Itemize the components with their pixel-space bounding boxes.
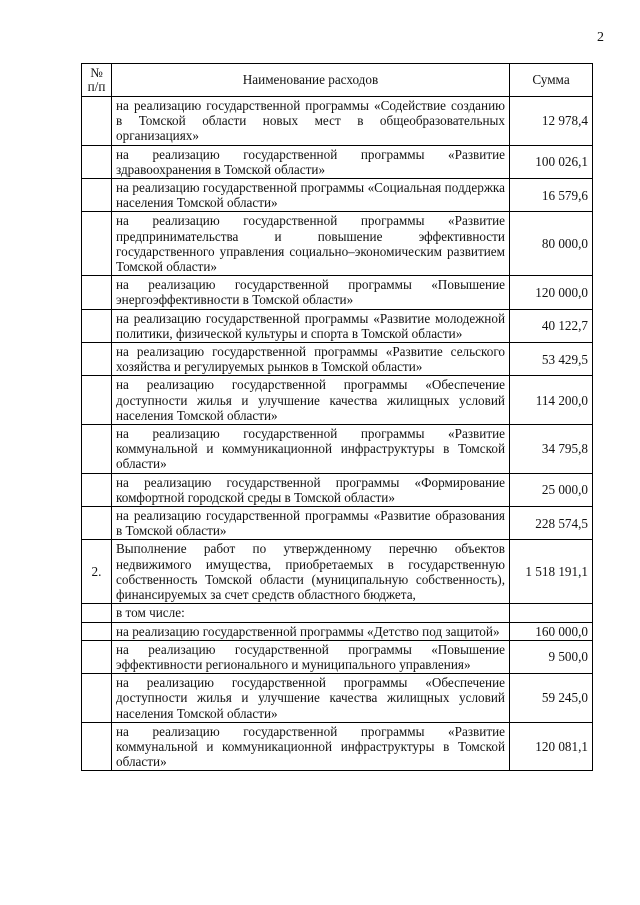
row-number bbox=[82, 309, 112, 342]
row-number bbox=[82, 376, 112, 425]
row-sum: 9 500,0 bbox=[510, 640, 593, 673]
table-header-row bbox=[82, 64, 593, 97]
table-row bbox=[82, 179, 593, 212]
row-number bbox=[82, 722, 112, 771]
row-sum: 59 245,0 bbox=[510, 674, 593, 723]
row-name: на реализацию государственной программы «Повышение эффективности регионального и муниципального управления» bbox=[112, 640, 510, 673]
row-sum: 120 000,0 bbox=[510, 276, 593, 309]
table-row bbox=[82, 540, 593, 604]
table-row bbox=[82, 343, 593, 376]
row-name: на реализацию государственной программы «Развитие коммунальной и коммуникационной инфраструктуры в Томской области» bbox=[112, 722, 510, 771]
row-name: на реализацию государственной программы «Формирование комфортной городской среды в Томской области» bbox=[112, 473, 510, 506]
row-number bbox=[82, 343, 112, 376]
row-number bbox=[82, 425, 112, 474]
table-row bbox=[82, 722, 593, 771]
row-number bbox=[82, 145, 112, 178]
table-row bbox=[82, 622, 593, 640]
row-sum: 114 200,0 bbox=[510, 376, 593, 425]
header-number: № п/п bbox=[82, 64, 112, 97]
row-sum: 53 429,5 bbox=[510, 343, 593, 376]
row-number bbox=[82, 640, 112, 673]
table-row bbox=[82, 604, 593, 622]
row-name: на реализацию государственной программы «Развитие сельского хозяйства и регулируемых рынков в Томской области» bbox=[112, 343, 510, 376]
row-name: на реализацию государственной программы «Обеспечение доступности жилья и улучшение качества жилищных условий населения Томской области» bbox=[112, 376, 510, 425]
row-number bbox=[82, 276, 112, 309]
table-row bbox=[82, 309, 593, 342]
row-name: Выполнение работ по утвержденному перечню объектов недвижимого имущества, приобретаемых в государственную собственность Томской области (муниципальную собственность), финансируемых за счет средств областного бюджета, bbox=[112, 540, 510, 604]
row-sum bbox=[510, 604, 593, 622]
row-name: на реализацию государственной программы «Развитие здравоохранения в Томской области» bbox=[112, 145, 510, 178]
header-name: Наименование расходов bbox=[112, 64, 510, 97]
row-number bbox=[82, 604, 112, 622]
row-number bbox=[82, 212, 112, 276]
table-row bbox=[82, 507, 593, 540]
row-number bbox=[82, 507, 112, 540]
row-number: 2. bbox=[82, 540, 112, 604]
table-row bbox=[82, 473, 593, 506]
row-name: на реализацию государственной программы «Развитие коммунальной и коммуникационной инфраструктуры в Томской области» bbox=[112, 425, 510, 474]
row-sum: 1 518 191,1 bbox=[510, 540, 593, 604]
header-sum: Сумма bbox=[510, 64, 593, 97]
row-number bbox=[82, 179, 112, 212]
expenses-table bbox=[81, 63, 593, 771]
table-row bbox=[82, 276, 593, 309]
row-name: на реализацию государственной программы «Содействие созданию в Томской области новых мест в общеобразовательных организациях» bbox=[112, 97, 510, 146]
row-number bbox=[82, 622, 112, 640]
table-row bbox=[82, 376, 593, 425]
row-sum: 25 000,0 bbox=[510, 473, 593, 506]
row-name: на реализацию государственной программы «Социальная поддержка населения Томской области» bbox=[112, 179, 510, 212]
row-sum: 228 574,5 bbox=[510, 507, 593, 540]
row-sum: 34 795,8 bbox=[510, 425, 593, 474]
row-number bbox=[82, 97, 112, 146]
row-sum: 16 579,6 bbox=[510, 179, 593, 212]
row-number bbox=[82, 473, 112, 506]
row-number bbox=[82, 674, 112, 723]
row-name: в том числе: bbox=[112, 604, 510, 622]
table-row bbox=[82, 425, 593, 474]
table-body bbox=[82, 97, 593, 771]
table-row bbox=[82, 97, 593, 146]
table-row bbox=[82, 640, 593, 673]
row-name: на реализацию государственной программы «Развитие образования в Томской области» bbox=[112, 507, 510, 540]
row-sum: 40 122,7 bbox=[510, 309, 593, 342]
row-name: на реализацию государственной программы «Развитие молодежной политики, физической культуры и спорта в Томской области» bbox=[112, 309, 510, 342]
table-row bbox=[82, 212, 593, 276]
table-row bbox=[82, 674, 593, 723]
row-sum: 12 978,4 bbox=[510, 97, 593, 146]
row-name: на реализацию государственной программы «Обеспечение доступности жилья и улучшение качества жилищных условий населения Томской области» bbox=[112, 674, 510, 723]
table-row bbox=[82, 145, 593, 178]
row-sum: 80 000,0 bbox=[510, 212, 593, 276]
row-name: на реализацию государственной программы «Развитие предпринимательства и повышение эффективности государственного управления социально–экономическим развитием Томской области» bbox=[112, 212, 510, 276]
row-name: на реализацию государственной программы «Повышение энергоэффективности в Томской области» bbox=[112, 276, 510, 309]
row-name: на реализацию государственной программы «Детство под защитой» bbox=[112, 622, 510, 640]
page-number: 2 bbox=[597, 30, 604, 45]
row-sum: 160 000,0 bbox=[510, 622, 593, 640]
row-sum: 120 081,1 bbox=[510, 722, 593, 771]
row-sum: 100 026,1 bbox=[510, 145, 593, 178]
